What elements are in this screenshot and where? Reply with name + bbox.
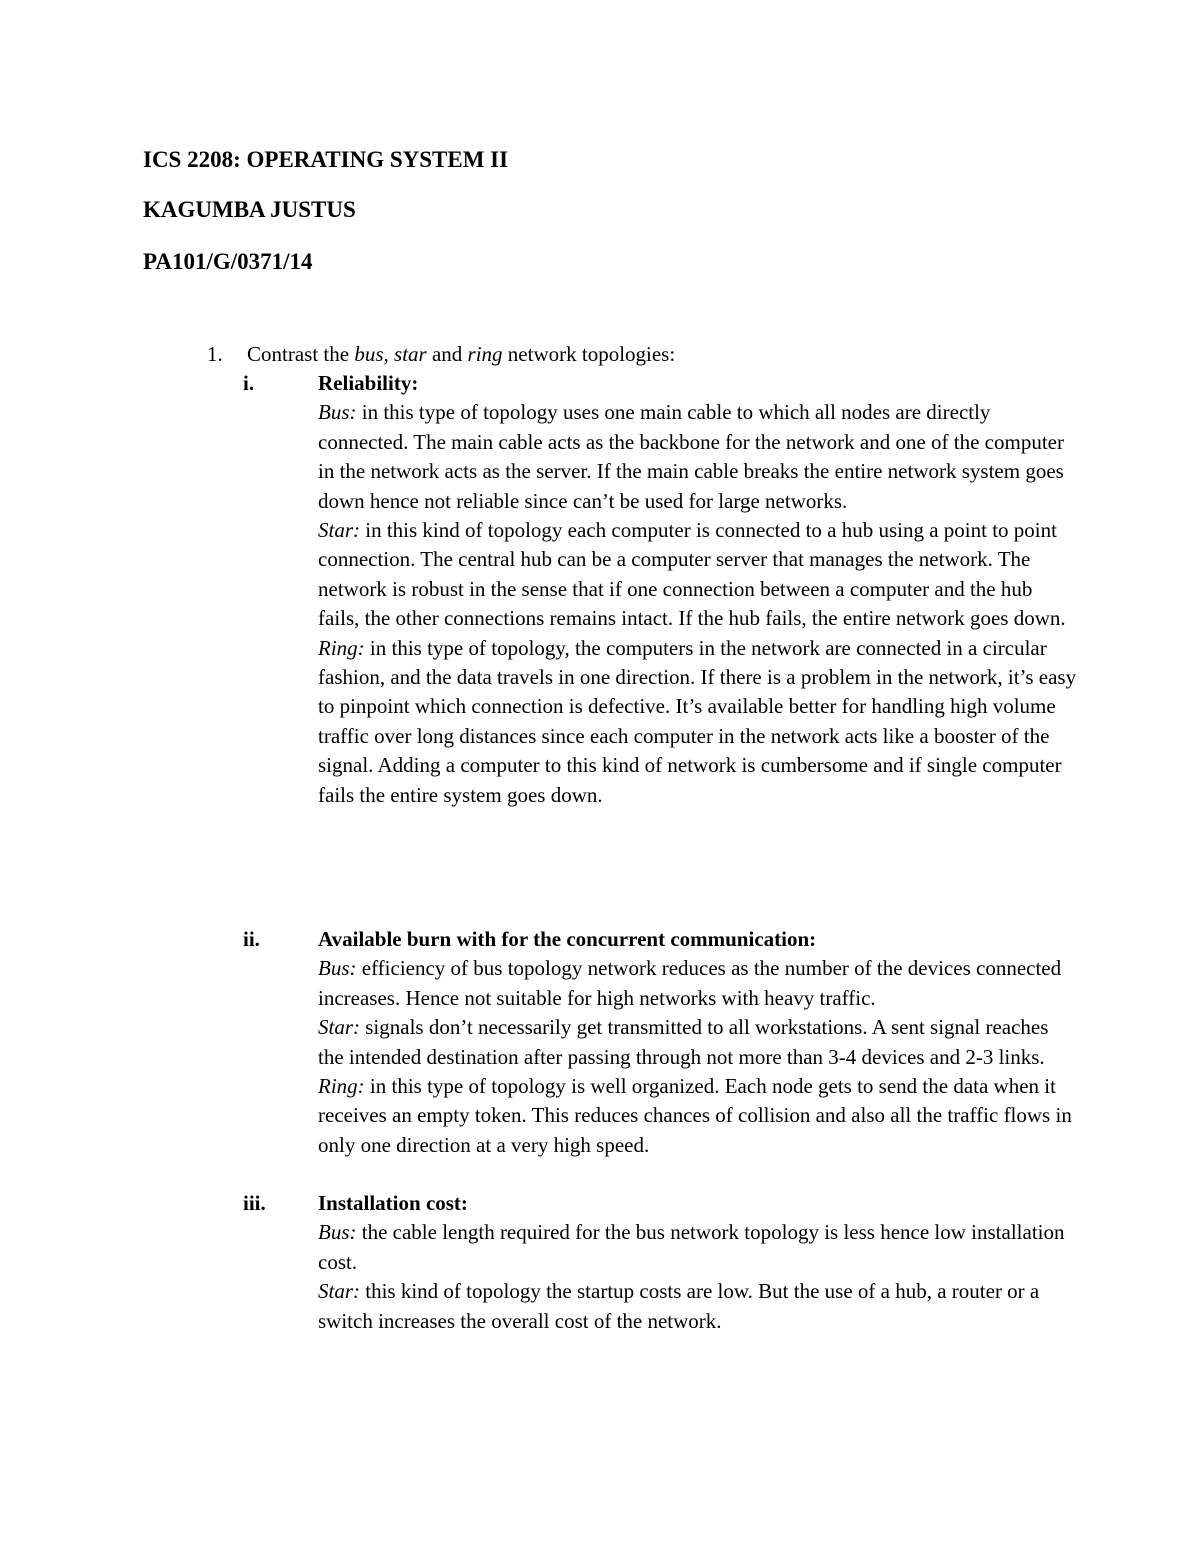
paragraph-label: Bus: <box>318 956 357 981</box>
student-id: PA101/G/0371/14 <box>143 249 313 274</box>
paragraph-text: in this type of topology uses one main cable to which all nodes are directly connected. The main cable acts as the backbone for the network and one of the computer in the network acts as the server. If the main cable breaks the entire network system goes down hence not reliable since can’t be used for large networks. <box>318 400 1064 513</box>
student-name: KAGUMBA JUSTUS <box>143 197 356 222</box>
section-title: Installation cost: <box>318 1191 468 1215</box>
paragraph-label: Bus: <box>318 1220 357 1245</box>
section-title: Available burn with for the concurrent communication: <box>318 927 817 951</box>
paragraph-text: the cable length required for the bus network topology is less hence low installation cost. <box>318 1220 1065 1274</box>
section-number: i. <box>243 371 255 395</box>
paragraph-label: Ring: <box>318 635 365 660</box>
term-bus: bus, <box>354 342 389 366</box>
question-text-part: network topologies: <box>502 342 676 366</box>
paragraph-bus <box>318 1218 1078 1277</box>
paragraph-bus <box>318 954 1078 1013</box>
term-star: star <box>394 342 427 366</box>
paragraph-text: signals don’t necessarily get transmitted to all workstations. A sent signal reaches the intended destination after passing through not more than 3-4 devices and 2-3 links. <box>318 1015 1049 1069</box>
section-body <box>318 369 1078 810</box>
course-title: ICS 2208: OPERATING SYSTEM II <box>143 147 509 172</box>
paragraph-ring <box>318 634 1078 810</box>
question-text <box>247 340 675 369</box>
term-ring: ring <box>467 342 503 366</box>
paragraph-text: in this type of topology is well organized. Each node gets to send the data when it receives an empty token. This reduces chances of collision and also all the traffic flows in only one direction at a very high speed. <box>318 1074 1072 1157</box>
paragraph-label: Star: <box>318 1279 360 1304</box>
paragraph-label: Star: <box>318 1015 360 1040</box>
paragraph-ring <box>318 1072 1078 1160</box>
paragraph-text: efficiency of bus topology network reduces as the number of the devices connected increases. Hence not suitable for high networks with heavy traffic. <box>318 956 1062 1010</box>
question-text-part: and <box>426 342 468 366</box>
section-number: ii. <box>243 927 260 951</box>
question-text-part: Contrast the <box>247 342 355 366</box>
paragraph-star <box>318 1277 1078 1336</box>
paragraph-label: Ring: <box>318 1074 365 1099</box>
paragraph-text: this kind of topology the startup costs are low. But the use of a hub, a router or a switch increases the overall cost of the network. <box>318 1279 1040 1333</box>
paragraph-star <box>318 516 1078 634</box>
paragraph-bus <box>318 398 1078 516</box>
section-title: Reliability: <box>318 371 419 395</box>
paragraph-star <box>318 1013 1078 1072</box>
paragraph-text: in this kind of topology each computer is connected to a hub using a point to point connection. The central hub can be a computer server that manages the network. The network is robust in the sense that if one connection between a computer and the hub fails, the other connections remains intact. If the hub fails, the entire network goes down. <box>318 518 1066 631</box>
section-number: iii. <box>243 1191 266 1215</box>
question-number: 1. <box>207 342 223 366</box>
paragraph-label: Star: <box>318 518 360 543</box>
section-body <box>318 925 1078 1160</box>
paragraph-label: Bus: <box>318 400 357 425</box>
section-body <box>318 1189 1078 1336</box>
paragraph-text: in this type of topology, the computers in the network are connected in a circular fashion, and the data travels in one direction. If there is a problem in the network, it’s easy to pinpoint which connection is defective. It’s available better for handling high volume traffic over long distances since each computer in the network acts like a booster of the signal. Adding a computer to this kind of network is cumbersome and if single computer fails the entire system goes down. <box>318 635 1077 807</box>
